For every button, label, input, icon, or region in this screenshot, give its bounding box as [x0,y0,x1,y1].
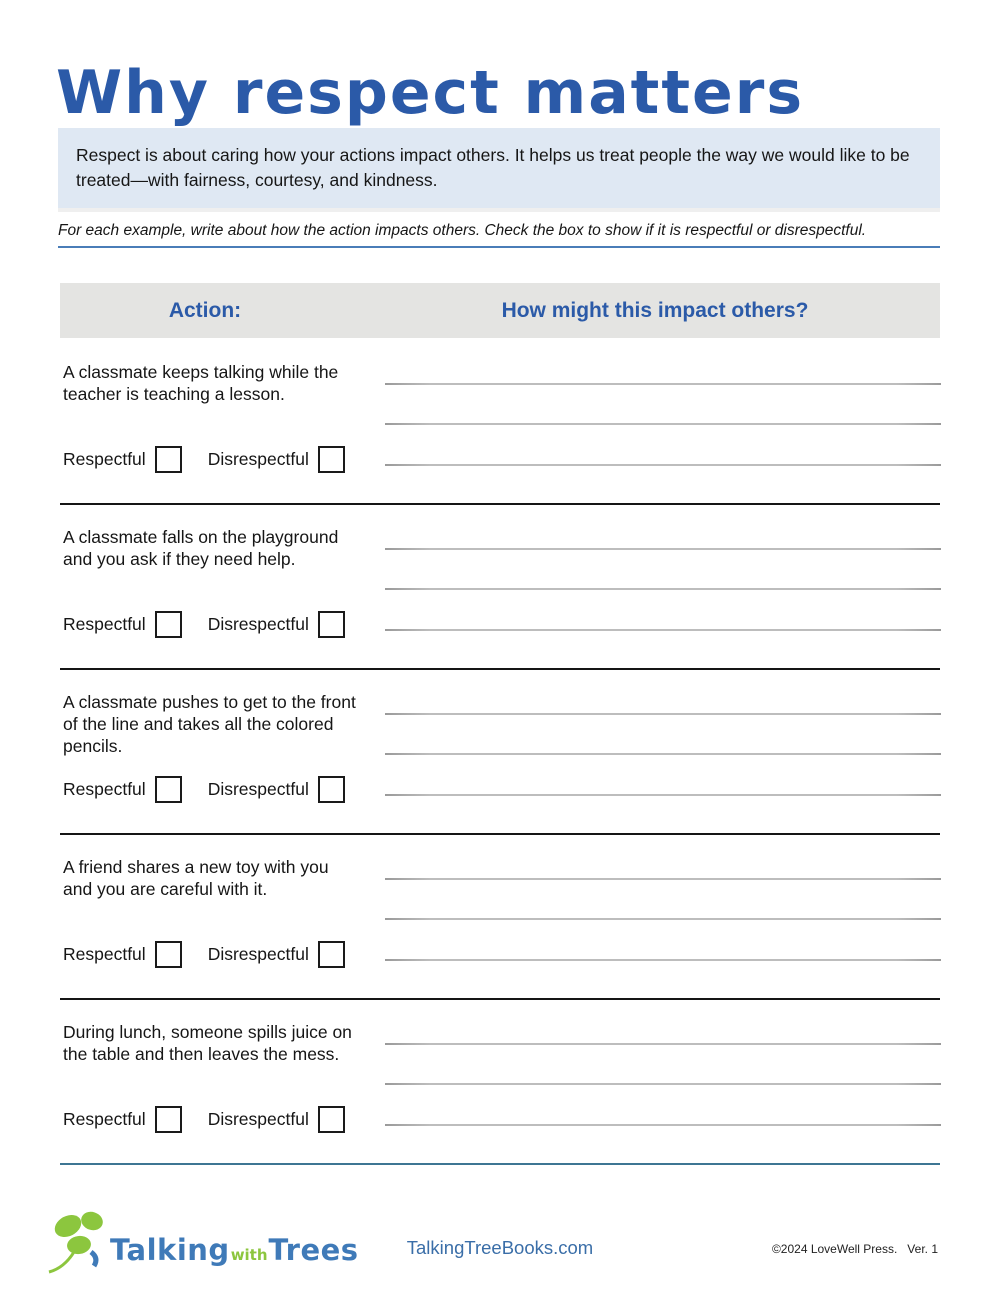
intro-text: Respect is about caring how your actions impact others. It helps us treat people the way we would like to be treated—with fairness, courtesy, and kindness. [76,145,910,190]
table-row [60,835,940,1000]
writing-line[interactable] [385,918,941,920]
footer [0,1200,1000,1294]
table-row [60,505,940,670]
respectful-checkbox[interactable] [155,611,182,638]
table-row [60,1000,940,1165]
checkbox-row [63,941,345,968]
checkbox-row [63,1106,345,1133]
disrespectful-checkbox[interactable] [318,1106,345,1133]
respectful-label: Respectful [63,449,146,469]
disrespectful-label: Disrespectful [207,449,309,469]
writing-line[interactable] [385,1083,941,1085]
writing-line[interactable] [385,794,941,796]
checkbox-row [63,611,345,638]
respectful-label: Respectful [63,944,146,964]
worksheet-rows [60,340,940,1165]
column-header-impact: How might this impact others? [501,298,809,322]
column-header-action: Action: [168,298,242,322]
writing-line[interactable] [385,713,941,715]
respectful-label: Respectful [63,779,146,799]
action-text: During lunch, someone spills juice on the table and then leaves the mess. [63,1022,352,1065]
table-row [60,340,940,505]
disrespectful-checkbox[interactable] [318,446,345,473]
intro-box [58,128,940,208]
answer-area [385,835,941,1000]
logo-trees: Trees [268,1233,359,1267]
answer-area [385,505,941,670]
disrespectful-checkbox[interactable] [318,776,345,803]
answer-area [385,340,941,505]
writing-line[interactable] [385,878,941,880]
disrespectful-checkbox[interactable] [318,611,345,638]
table-row [60,670,940,835]
logo-with: with [230,1246,268,1264]
writing-line[interactable] [385,548,941,550]
page-title: Why respect matters [56,58,805,128]
website-link[interactable]: TalkingTreeBooks.com [406,1237,594,1258]
disrespectful-label: Disrespectful [207,1109,309,1129]
answer-area [385,1000,941,1165]
disrespectful-checkbox[interactable] [318,941,345,968]
respectful-checkbox[interactable] [155,941,182,968]
action-text: A classmate keeps talking while the teacher is teaching a lesson. [63,362,339,405]
respectful-checkbox[interactable] [155,1106,182,1133]
respectful-label: Respectful [63,1109,146,1129]
copyright-text: ©2024 LoveWell Press. Ver. 1 [771,1242,938,1256]
writing-line[interactable] [385,1043,941,1045]
writing-line[interactable] [385,629,941,631]
writing-line[interactable] [385,753,941,755]
writing-line[interactable] [385,383,941,385]
writing-line[interactable] [385,423,941,425]
action-text: A friend shares a new toy with you and you are careful with it. [63,857,329,900]
disrespectful-label: Disrespectful [207,614,309,634]
action-text: A classmate pushes to get to the front of the line and takes all the colored pencils. [63,692,356,757]
respectful-label: Respectful [63,614,146,634]
respectful-checkbox[interactable] [155,446,182,473]
writing-line[interactable] [385,959,941,961]
table-header [60,283,940,338]
logo-talking: Talking [110,1233,230,1267]
answer-area [385,670,941,835]
checkbox-row [63,776,345,803]
action-text: A classmate falls on the playground and you ask if they need help. [63,527,339,570]
disrespectful-label: Disrespectful [207,944,309,964]
writing-line[interactable] [385,464,941,466]
respectful-checkbox[interactable] [155,776,182,803]
disrespectful-label: Disrespectful [207,779,309,799]
writing-line[interactable] [385,1124,941,1126]
checkbox-row [63,446,345,473]
instruction-text: For each example, write about how the action impacts others. Check the box to show if it is respectful or disrespectful. [58,222,940,248]
writing-line[interactable] [385,588,941,590]
